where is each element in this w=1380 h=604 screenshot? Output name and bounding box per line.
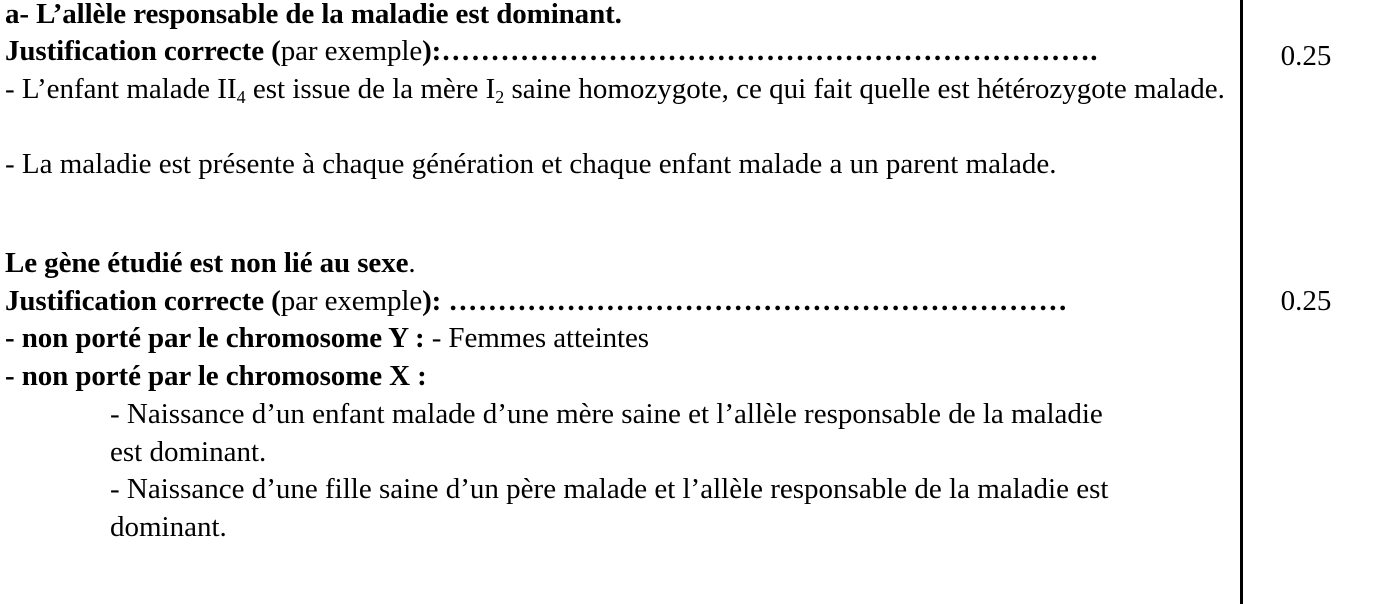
- justification-line-1: [5, 33, 1230, 71]
- justification-paren-text-2: par exemple: [280, 285, 423, 317]
- score-value-2: 0.25: [1280, 285, 1332, 317]
- justification-paren-open-1: (: [271, 35, 281, 67]
- dotted-leader-1: ………………………………………………………….: [441, 35, 1098, 67]
- score-column: [1240, 0, 1380, 604]
- justification-colon-2: :: [431, 285, 449, 317]
- explanation-bullet-1-part-c: saine homozygote, ce qui fait quelle est hétérozygote malade.: [504, 73, 1225, 105]
- chromosome-x-statement: - non porté par le chromosome X :: [5, 360, 427, 392]
- justification-colon-1: :: [431, 35, 442, 67]
- chromosome-y-label: - non porté par le chromosome Y :: [5, 322, 432, 354]
- justification-label-2: Justification correcte: [5, 285, 272, 317]
- heading-gene-not-sex-linked-period: .: [408, 247, 416, 279]
- chromosome-x-reason-1: - Naissance d’un enfant malade d’une mère saine et l’allèle responsable de la maladie est dominant.: [110, 398, 1103, 468]
- chromosome-x-reason-2: - Naissance d’une fille saine d’un père malade et l’allèle responsable de la maladie est dominant.: [110, 473, 1109, 543]
- justification-paren-close-2: ): [422, 285, 432, 317]
- chromosome-x-reason-2-wrapper: [5, 471, 1230, 546]
- heading-allele-dominant: a- L’allèle responsable de la maladie est dominant.: [5, 0, 622, 30]
- explanation-bullet-2: - La maladie est présente à chaque génération et chaque enfant malade a un parent malade.: [5, 148, 1057, 180]
- explanation-bullet-1-part-a: - L’enfant malade II: [5, 73, 237, 105]
- individual-ii4-subscript: 4: [236, 87, 246, 108]
- justification-label-1: Justification correcte: [5, 35, 272, 67]
- dotted-leader-2: ………………………………………………………: [448, 285, 1068, 317]
- chromosome-x-reason-1-wrapper: [5, 396, 1230, 471]
- score-value-1: 0.25: [1280, 40, 1332, 72]
- explanation-bullet-1-part-b: est issue de la mère I: [245, 73, 496, 105]
- heading-gene-not-sex-linked: [5, 245, 1230, 283]
- chromosome-y-statement: [5, 320, 1230, 358]
- justification-paren-open-2: (: [271, 285, 281, 317]
- explanation-bullet-1: [5, 71, 1230, 109]
- heading-gene-not-sex-linked-bold: Le gène étudié est non lié au sexe: [5, 247, 409, 279]
- individual-i2-subscript: 2: [495, 87, 505, 108]
- justification-line-2: [5, 283, 1230, 321]
- justification-paren-text-1: par exemple: [280, 35, 423, 67]
- chromosome-y-reason: - Femmes atteintes: [431, 322, 649, 354]
- justification-paren-close-1: ): [422, 35, 432, 67]
